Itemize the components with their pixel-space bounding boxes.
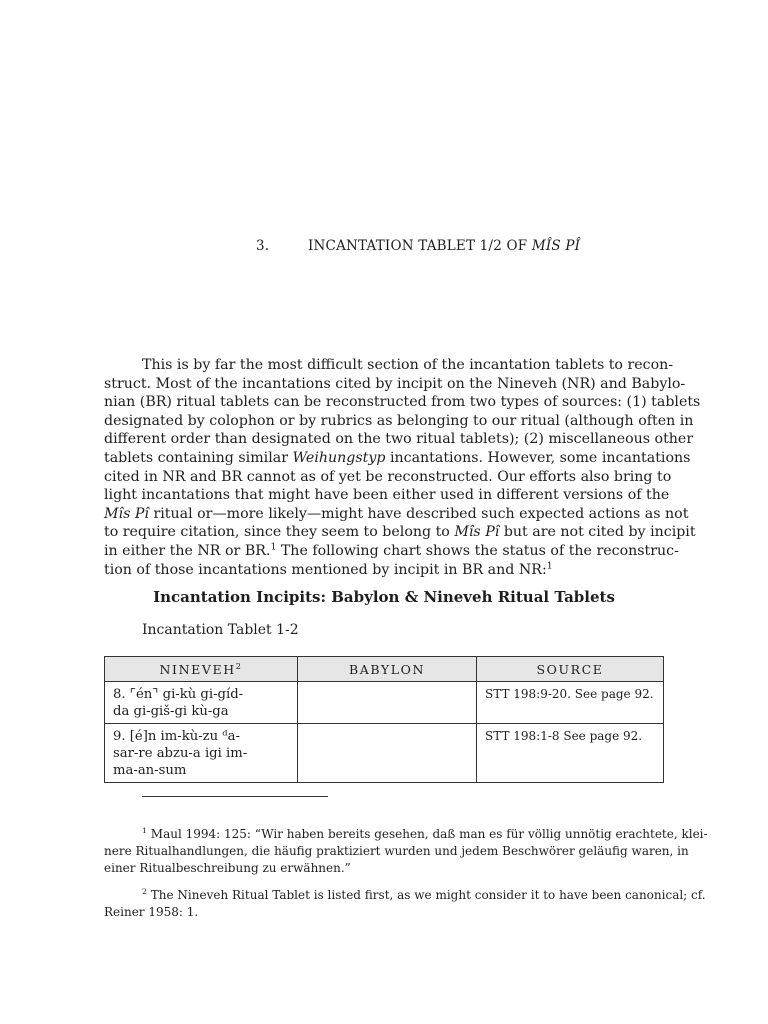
footnote-marker: 1 bbox=[142, 826, 147, 835]
chapter-heading bbox=[256, 238, 580, 254]
body-line: nian (BR) ritual tablets can be reconstructed from two types of sources: (1) tablets bbox=[104, 394, 701, 411]
source-cell: STT 198:1-8 See page 92. bbox=[477, 724, 664, 783]
table-header-row bbox=[105, 657, 664, 682]
table-row bbox=[105, 724, 664, 783]
table-row bbox=[105, 682, 664, 724]
babylon-cell bbox=[298, 724, 477, 783]
body-line: Mîs Pî ritual or—more likely—might have described such expected actions as not bbox=[104, 505, 689, 522]
footnote-marker: 2 bbox=[142, 887, 147, 896]
italic-term: Weihungstyp bbox=[292, 449, 386, 466]
body-line: to require citation, since they seem to belong to Mîs Pî but are not cited by incipit bbox=[104, 524, 696, 541]
body-line: in either the NR or BR.$^1$ The following chart shows the status of the reconstruc- bbox=[104, 541, 679, 559]
footnote-ref: 1 bbox=[546, 559, 553, 571]
body-line: different order than designated on the two ritual tablets); (2) miscellaneous other bbox=[104, 431, 694, 448]
body-line: This is by far the most difficult section of the incantation tablets to recon- bbox=[142, 357, 674, 373]
nineveh-cell: 9. [é]n im-kù-zu ᵈa- sar-re abzu-a igi im- ma-an-sum bbox=[105, 724, 298, 783]
body-line: light incantations that might have been either used in different versions of the bbox=[104, 487, 670, 504]
body-line: cited in NR and BR cannot as of yet be reconstructed. Our efforts also bring to bbox=[104, 468, 672, 485]
body-line: struct. Most of the incantations cited by incipit on the Nineveh (NR) and Babylo- bbox=[104, 375, 686, 392]
chapter-title-italic: MÎS PÎ bbox=[531, 238, 581, 254]
column-header-babylon: BABYLON bbox=[298, 657, 477, 682]
section-title: Incantation Incipits: Babylon & Nineveh Ritual Tablets bbox=[153, 588, 615, 606]
footnote-2: $^2$ The Nineveh Ritual Tablet is listed first, as we might consider it to have been canonical; cf. Reiner 1958: 1. bbox=[104, 887, 706, 919]
column-header-nineveh: NINEVEH$^2$ bbox=[105, 657, 298, 682]
column-header-source: SOURCE bbox=[477, 657, 664, 682]
body-line: designated by colophon or by rubrics as belonging to our ritual (although often in bbox=[104, 412, 694, 429]
footnote-ref: 1 bbox=[270, 541, 277, 553]
italic-term: Mîs Pî bbox=[104, 505, 149, 522]
chapter-number: 3. bbox=[256, 238, 270, 254]
body-line: tablets containing similar Weihungstyp incantations. However, some incantations bbox=[104, 449, 691, 466]
subsection-title: Incantation Tablet 1-2 bbox=[142, 622, 299, 638]
babylon-cell bbox=[298, 682, 477, 724]
chapter-title: INCANTATION TABLET 1/2 OF bbox=[308, 238, 532, 254]
footnote-divider bbox=[142, 796, 328, 797]
footnote-ref: 2 bbox=[235, 660, 243, 671]
body-line: tion of those incantations mentioned by incipit in BR and NR:$^1$ bbox=[104, 559, 553, 578]
nineveh-cell: 8. ⌜én⌝ gi-kù gi-gíd- da gi-giš-gi kù-ga bbox=[105, 682, 298, 724]
footnote-1: $^1$ Maul 1994: 125: “Wir haben bereits gesehen, daß man es für völlig unnötig erachtete, klei- nere Ritualhandlungen, die häufig praktiziert wurden und jedem Beschwörer geläufig waren, in einer Ritualbeschreibung zu erwähnen.” bbox=[104, 826, 708, 875]
body-paragraph bbox=[104, 356, 701, 579]
source-cell: STT 198:9-20. See page 92. bbox=[477, 682, 664, 724]
incipit-table bbox=[104, 656, 664, 783]
italic-term: Mîs Pî bbox=[454, 524, 500, 541]
